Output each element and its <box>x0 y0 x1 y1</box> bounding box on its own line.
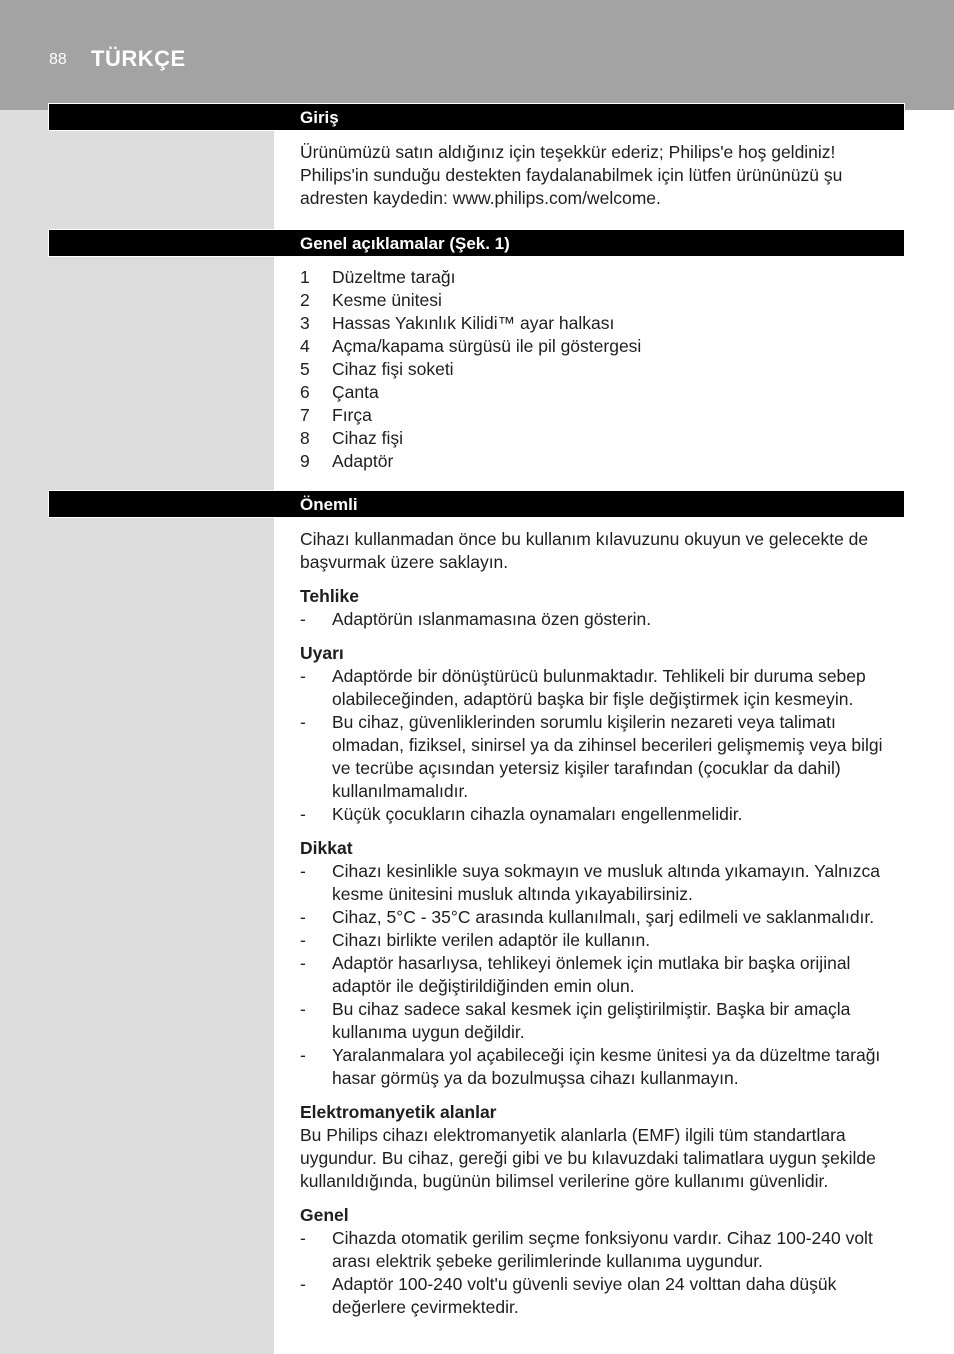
list-item: 5 Cihaz fişi soketi <box>300 359 454 379</box>
list-item: - Bu cihaz sadece sakal kesmek için geliştirilmiştir. Başka bir amaçla kullanıma uygun değildir. <box>300 999 851 1042</box>
language-title: TÜRKÇE <box>91 46 186 71</box>
list-item: 9 Adaptör <box>300 451 394 471</box>
section-body-general-description <box>300 266 895 473</box>
list-item: 1 Düzeltme tarağı <box>300 267 456 287</box>
parts-list <box>300 266 895 473</box>
left-margin-column <box>0 110 274 1354</box>
list-item: - Cihazı kesinlikle suya sokmayın ve musluk altında yıkamayın. Yalnızca kesme ünitesini musluk altında yıkayabilirsiniz. <box>300 861 880 904</box>
list-item: - Cihaz, 5°C - 35°C arasında kullanılmalı, şarj edilmeli ve saklanmalıdır. <box>300 907 875 927</box>
list-item: - Adaptörde bir dönüştürücü bulunmaktadır. Tehlikeli bir duruma sebep olabileceğinden, adaptörü başka bir fişle değiştirmek için kesmeyin. <box>300 666 866 709</box>
section-body-intro <box>300 141 895 210</box>
page-number: 88 <box>49 51 67 68</box>
list-item: 4 Açma/kapama sürgüsü ile pil göstergesi <box>300 336 642 356</box>
subheading-caution: Dikkat <box>300 838 353 858</box>
subheading-emf: Elektromanyetik alanlar <box>300 1102 497 1122</box>
list-item: - Cihazı birlikte verilen adaptör ile kullanın. <box>300 930 651 950</box>
section-bar-important <box>48 490 905 518</box>
general-list <box>300 1227 895 1319</box>
important-intro: Cihazı kullanmadan önce bu kullanım kılavuzunu okuyun ve gelecekte de başvurmak üzere saklayın. <box>300 529 869 572</box>
caution-list <box>300 860 895 1090</box>
subheading-warning: Uyarı <box>300 643 344 663</box>
subheading-danger: Tehlike <box>300 586 360 606</box>
list-item: - Adaptörün ıslanmamasına özen gösterin. <box>300 609 652 629</box>
section-title: Önemli <box>300 495 358 514</box>
list-item: 6 Çanta <box>300 382 379 402</box>
section-bar-intro <box>48 103 905 131</box>
list-item: 8 Cihaz fişi <box>300 428 403 448</box>
list-item: - Adaptör 100-240 volt'u güvenli seviye olan 24 volttan daha düşük değerlere çevirmektedir. <box>300 1274 837 1317</box>
list-item: - Küçük çocukların cihazla oynamaları engellenmelidir. <box>300 804 743 824</box>
list-item: - Bu cihaz, güvenliklerinden sorumlu kişilerin nezareti veya talimatı olmadan, fiziksel, sinirsel ya da zihinsel becerileri gelişmemiş veya bilgi ve tecrübe açısından yetersiz kişiler tarafından (çocuklar da dahil) kullanılmamalıdır. <box>300 712 883 801</box>
list-item: 2 Kesme ünitesi <box>300 290 442 310</box>
list-item: - Yaralanmalara yol açabileceği için kesme ünitesi ya da düzeltme tarağı hasar görmüş ya da bozulmuşsa cihazı kullanmayın. <box>300 1045 881 1088</box>
subheading-general: Genel <box>300 1205 349 1225</box>
list-item: 3 Hassas Yakınlık Kilidi™ ayar halkası <box>300 313 615 333</box>
list-item: 7 Fırça <box>300 405 372 425</box>
list-item: - Adaptör hasarlıysa, tehlikeyi önlemek için mutlaka bir başka orijinal adaptör ile değiştirildiğinden emin olun. <box>300 953 851 996</box>
emf-paragraph: Bu Philips cihazı elektromanyetik alanlarla (EMF) ilgili tüm standartlara uygundur. Bu cihaz, gereği gibi ve bu kılavuzdaki talimatlara uygun şekilde kullanıldığında, bugünün bilimsel verilerine göre kullanımı güvenlidir. <box>300 1125 876 1191</box>
danger-list <box>300 608 895 631</box>
list-item: - Cihazda otomatik gerilim seçme fonksiyonu vardır. Cihaz 100-240 volt arası elektrik şebeke gerilimlerinde kullanıma uygundur. <box>300 1228 873 1271</box>
warning-list <box>300 665 895 826</box>
section-bar-general-description <box>48 229 905 257</box>
section-title: Genel açıklamalar (Şek. 1) <box>300 234 510 253</box>
intro-paragraph: Ürünümüzü satın aldığınız için teşekkür ederiz; Philips'e hoş geldiniz! Philips'in sunduğu destekten faydalanabilmek için lütfen ürününüzü şu adresten kaydedin: www.philips.com/welcome. <box>300 142 843 208</box>
section-body-important <box>300 528 895 1319</box>
section-title: Giriş <box>300 108 339 127</box>
